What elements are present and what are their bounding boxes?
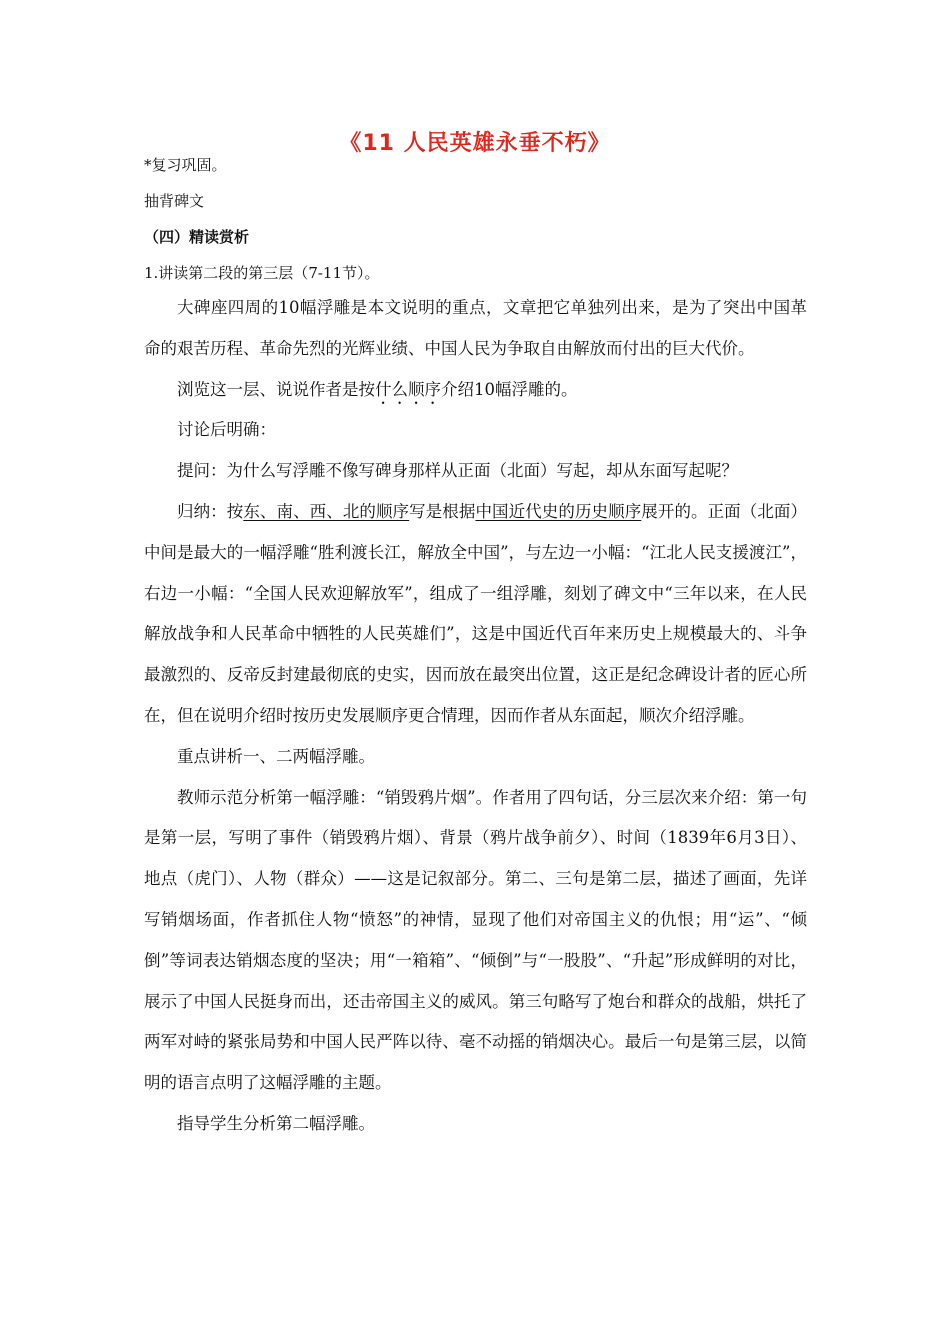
body-text xyxy=(144,288,807,1145)
para2-before: 浏览这一层、说说作者是按 xyxy=(177,379,375,399)
para5-c: 展开的。正面（北面）中间是最大的一幅浮雕“胜利渡长江，解放全中国”，与左边一小幅：“江北人民支援渡江”，右边一小幅：“全国人民欢迎解放军”，组成了一组浮雕，刻划了碑文中“三年以来，在人民解放战争和人民革命中牺牲的人民英雄们”，这是中国近代百年来历史上规模最大的、斗争最激烈的、反帝反封建最彻底的史实，因而放在最突出位置，这正是纪念碑设计者的匠心所在，但在说明介绍时按历史发展顺序更合情理，因而作者从东面起，顺次介绍浮雕。 xyxy=(144,501,808,725)
recite-line: 抽背碑文 xyxy=(144,192,205,210)
paragraph-2 xyxy=(144,370,807,411)
paragraph-4: 提问：为什么写浮雕不像写碑身那样从正面（北面）写起，却从东面写起呢？ xyxy=(177,461,738,481)
paragraph-3: 讨论后明确： xyxy=(177,420,276,440)
paragraph-8: 指导学生分析第二幅浮雕。 xyxy=(177,1113,375,1133)
para5-a: 归纳：按 xyxy=(177,501,244,521)
page-title: 《11 人民英雄永垂不朽》 xyxy=(339,131,611,156)
para2-after: 介绍10幅浮雕的。 xyxy=(441,379,578,399)
review-line: *复习巩固。 xyxy=(144,156,227,174)
para5-underline-1: 东、南、西、北的顺序 xyxy=(243,501,410,521)
paragraph-7: 教师示范分析第一幅浮雕：“销毁鸦片烟”。作者用了四句话，分三层次来介绍：第一句是第一层，写明了事件（销毁鸦片烟）、背景（鸦片战争前夕）、时间（1839年6月3日）、地点（虎门）、人物（群众）——这是记叙部分。第二、三句是第二层，描述了画面，先详写销烟场面，作者抓住人物“愤怒”的神情，显现了他们对帝国主义的仇恨；用“运”、“倾倒”等词表达销烟态度的坚决；用“一箱箱”、“倾倒”与“一股股”、“升起”形成鲜明的对比，展示了中国人民挺身而出，还击帝国主义的威风。第三句略写了炮台和群众的战船，烘托了两军对峙的紧张局势和中国人民严阵以待、毫不动摇的销烟决心。最后一句是第三层，以简明的语言点明了这幅浮雕的主题。 xyxy=(144,787,807,1093)
paragraph-1: 大碑座四周的10幅浮雕是本文说明的重点，文章把它单独列出来，是为了突出中国革命的艰苦历程、革命先烈的光辉业绩、中国人民为争取自由解放而付出的巨大代价。 xyxy=(144,298,807,358)
para5-b: 写是根据 xyxy=(409,501,476,521)
section-heading: （四）精读赏析 xyxy=(144,228,250,246)
item-1: 1.讲读第二段的第三层（7-11节）。 xyxy=(144,264,380,282)
para2-emphasis: 什么顺序 xyxy=(375,379,441,399)
paragraph-6: 重点讲析一、二两幅浮雕。 xyxy=(177,746,375,766)
paragraph-5 xyxy=(144,492,807,737)
para5-underline-2: 中国近代史的历史顺序 xyxy=(475,501,642,521)
